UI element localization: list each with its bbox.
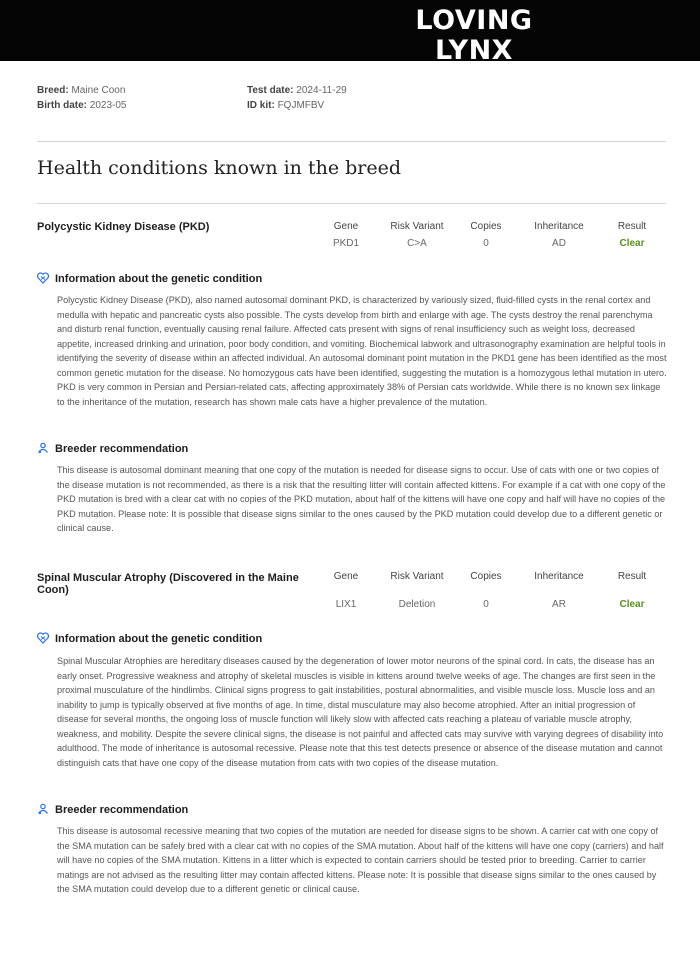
risk-value: C>A — [407, 238, 427, 249]
divider — [37, 141, 666, 142]
copies-value: 0 — [483, 238, 489, 249]
test-date-value: 2024-11-29 — [296, 85, 347, 96]
brand-name: LOVING LYNX — [415, 5, 533, 66]
result-value: Clear — [619, 238, 645, 249]
inheritance-value: AD — [552, 238, 566, 249]
copies-value: 0 — [483, 599, 489, 610]
dna-heart-icon — [37, 632, 49, 644]
brand-logo — [376, 6, 572, 82]
info-text: Spinal Muscular Atrophies are hereditary diseases caused by the degeneration of lower motor neurons of the spinal cord. In cats, the disease has an early onset. Progressive weakness and atrophy of skeletal muscles is visible in kittens around twelve weeks of age. The changes are first seen in the proximal musculature of the hindlimbs. Clinical signs progress to gait instabilities, postural abnormalities, and visible muscle loss. Muscle loss and an inability to jump is typically observed at five months of age. In time, distal musculature may also become atrophied. After an initial progression of disease for several months, the ongoing loss of muscle function will likely slow with affected cats reaching a plateau of variable muscle atrophy, weakness, and mobility. Despite the severe clinical signs, the disease is not painful and affected cats may survive with varying degrees of disability into adulthood. The mode of inheritance is autosomal recessive. Please note that this test detects presence or absence of the disease mutation and cannot distinguish cats that have one copy of the disease mutation from cats with two copies of the disease mutation. — [57, 656, 664, 768]
risk-header: Risk Variant — [390, 221, 444, 232]
result-header: Result — [617, 571, 647, 582]
inheritance-header: Inheritance — [534, 571, 584, 582]
recommendation-text: This disease is autosomal recessive meaning that two copies of the mutation are needed for disease signs to be shown. A carrier cat with one copy of the SMA mutation can be safely bred with a clear cat with no copies of the SMA mutation. About half of the kittens will have one copy (carriers) and half will have no copies of the SMA mutation. Kittens in a litter which is expected to contain carriers should be tested prior to breeding. Carrier to carrier matings are not advised as the resulting litter may contain affected kittens. Please note: It is possible that disease signs similar to the ones caused by the SMA mutation could develop due to a different genetic or clinical cause. — [57, 826, 664, 894]
result-value: Clear — [619, 599, 645, 610]
recommendation-heading: Breeder recommendation — [37, 442, 188, 455]
gene-value: LIX1 — [335, 599, 357, 610]
birth-value: 2023-05 — [89, 100, 127, 111]
copies-header: Copies — [470, 221, 502, 232]
info-heading: Information about the genetic condition — [37, 632, 262, 645]
condition-name: Spinal Muscular Atrophy (Discovered in the Maine Coon) — [37, 572, 299, 596]
header-banner — [0, 0, 700, 83]
condition-name: Polycystic Kidney Disease (PKD) — [37, 221, 210, 233]
recommendation-text: This disease is autosomal dominant meaning that one copy of the mutation is needed for disease signs to occur. Use of cats with one or two copies of the disease mutation is not recommended, as there is a risk that the resulting litter will contain affected kittens. For example if a cat with one copy of the PKD mutation is bred with a clear cat with no copies of the PKD mutation, about half of the kittens will have one copy and half will have no copies of the PKD mutation. Please note: It is possible that disease signs similar to the ones caused by the PKD mutation could develop due to a different genetic or clinical cause. — [57, 465, 666, 533]
kit-value: FQJMFBV — [277, 100, 325, 111]
breeder-icon — [37, 442, 49, 454]
kit-info: ID kit: FQJMFBV — [247, 100, 325, 111]
divider — [37, 203, 666, 204]
gene-header: Gene — [333, 221, 359, 232]
dna-heart-icon — [37, 272, 49, 284]
result-header: Result — [617, 221, 647, 232]
inheritance-value: AR — [552, 599, 566, 610]
breed-value: Maine Coon — [71, 85, 126, 96]
info-heading: Information about the genetic condition — [37, 272, 262, 285]
copies-header: Copies — [470, 571, 502, 582]
brand-tagline: Maine Coons — [406, 63, 542, 83]
section-title: Health conditions known in the breed — [37, 157, 401, 179]
risk-header: Risk Variant — [390, 571, 444, 582]
gene-value: PKD1 — [332, 238, 360, 249]
risk-value: Deletion — [398, 599, 436, 610]
breeder-icon — [37, 803, 49, 815]
inheritance-header: Inheritance — [534, 221, 584, 232]
birth-info: Birth date: 2023-05 — [37, 100, 127, 111]
test-date-info: Test date: 2024-11-29 — [247, 85, 347, 96]
info-text: Polycystic Kidney Disease (PKD), also named autosomal dominant PKD, is characterized by variously sized, fluid-filled cysts in the renal cortex and medulla with hepatic and pancreatic cysts also possible. The cysts develop from birth and enlarge with age. The cysts destroy the renal parenchyma and disturb renal function, eventually causing renal failure. Affected cats present with signs of renal insufficiency such as weight loss, decreased appetite, increased drinking and urination, poor body condition, and vomiting. Biochemical labwork and ultrasonography examination are helpful tools in identifying the severity of disease within an affected individual. An autosomal dominant point mutation in the PKD1 gene has been identified as the most common genetic mutation for the disease. No homozygous cats have been identified, suggesting the mutation is a homozygous lethal mutation in utero. PKD is very common in Persian and Persian-related cats, affecting approximately 38% of Persian cats worldwide. While there is no known sex linkage to the inheritance of the mutation, research has shown male cats have a higher prevalence of the mutation. — [57, 295, 667, 407]
breed-info: Breed: Maine Coon — [37, 85, 126, 96]
gene-header: Gene — [333, 571, 359, 582]
recommendation-heading: Breeder recommendation — [37, 803, 188, 816]
